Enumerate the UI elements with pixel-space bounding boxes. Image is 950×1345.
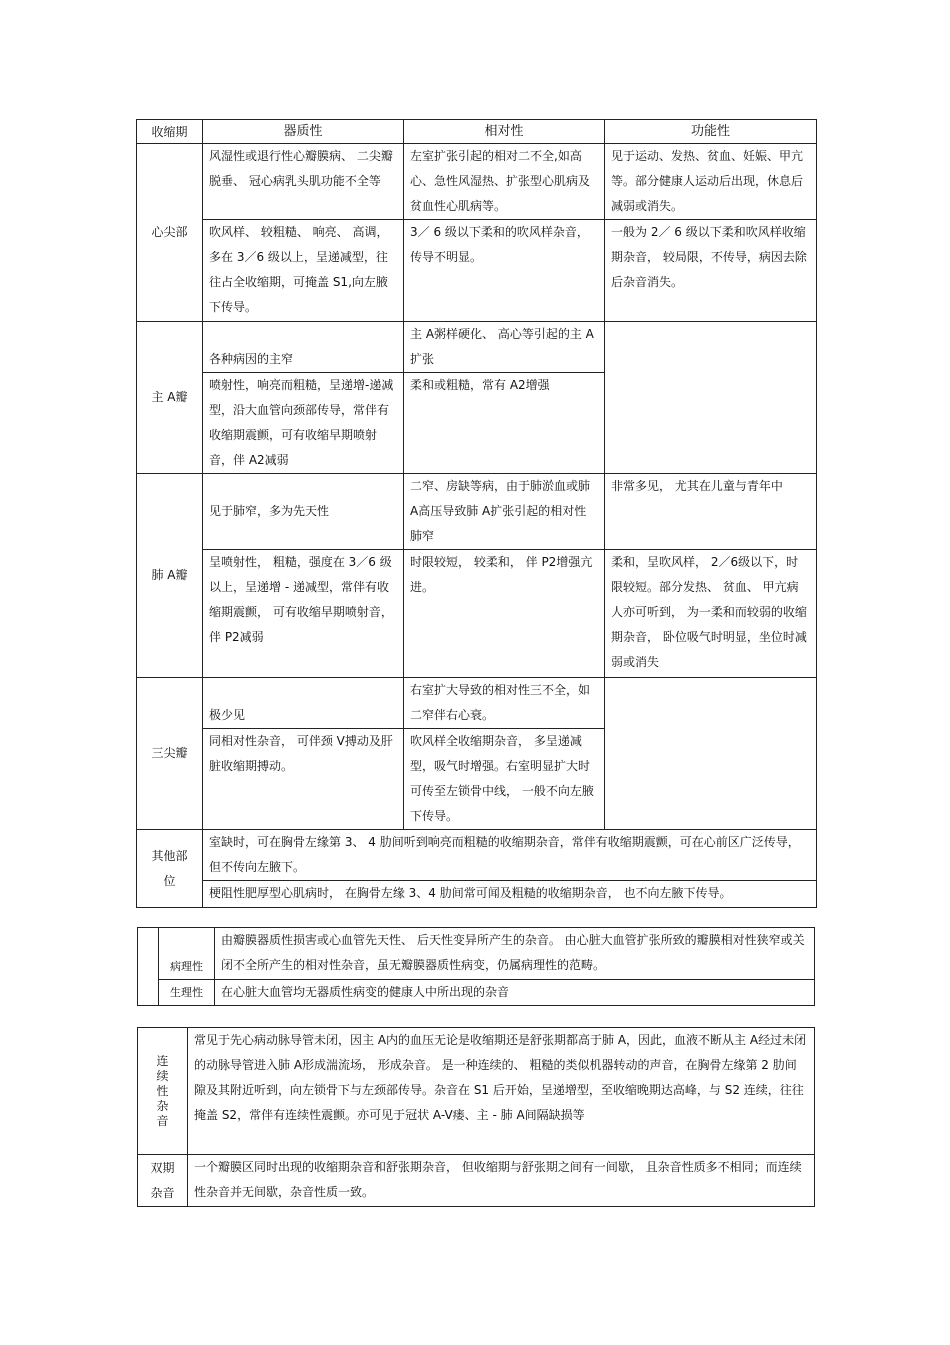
mitral-functional-cause: 见于运动、发热、贫血、妊娠、甲亢等。部分健康人运动后出现，休息后减弱或消失。 <box>605 144 817 220</box>
continuous-label-text: 连续性杂音 <box>156 1053 169 1128</box>
row-label-pulmonic: 肺 A瓣 <box>137 474 203 678</box>
pulmonic-organic-feature: 呈喷射性， 粗糙，强度在 3／6 级以上，呈递增 - 递减型，常伴有收缩期震颤， 可有收缩早期喷射音，伴 P2减弱 <box>203 550 404 678</box>
mitral-relative-cause: 左室扩张引起的相对二不全,如高心、急性风湿热、扩张型心肌病及贫血性心肌病等。 <box>404 144 605 220</box>
mitral-relative-feature: 3／ 6 级以下柔和的吹风样杂音，传导不明显。 <box>404 220 605 322</box>
row-label-continuous <box>138 1028 188 1155</box>
aortic-organic-cause: 各种病因的主窄 <box>203 322 404 373</box>
row-label-tricuspid: 三尖瓣 <box>137 678 203 830</box>
murmur-nature-table <box>137 927 815 1006</box>
mitral-organic-feature: 吹风样、 较粗糙、 响亮、 高调，多在 3／6 级以上，呈递减型，往往占全收缩期，可掩盖 S1,向左腋下传导。 <box>203 220 404 322</box>
tricuspid-relative-cause: 右室扩大导致的相对性三不全，如二窄伴右心衰。 <box>404 678 605 729</box>
pulmonic-functional-cause: 非常多见， 尤其在儿童与青年中 <box>605 474 817 550</box>
tricuspid-functional <box>605 678 817 830</box>
pulmonic-functional-feature: 柔和，呈吹风样， 2／6级以下，时限较短。部分发热、 贫血、 甲亢病人亦可听到， 为一柔和而较弱的收缩期杂音， 卧位吸气时明显，坐位时减弱或消失 <box>605 550 817 678</box>
header-functional: 功能性 <box>605 120 817 144</box>
row-label-double: 双期杂音 <box>138 1155 188 1207</box>
aortic-relative-cause: 主 A粥样硬化、 高心等引起的主 A扩张 <box>404 322 605 373</box>
systolic-murmur-table <box>136 119 817 908</box>
pathological-text: 由瓣膜器质性损害或心血管先天性、 后天性变异所产生的杂音。 由心脏大血管扩张所致的瓣膜相对性狭窄或关闭不全所产生的相对性杂音，虽无瓣膜器质性病变，仍属病理性的范畴。 <box>215 928 815 980</box>
pulmonic-organic-cause: 见于肺窄，多为先天性 <box>203 474 404 550</box>
row-label-mitral: 心尖部 <box>137 144 203 322</box>
row-label-physiological: 生理性 <box>159 980 215 1006</box>
header-systolic: 收缩期 <box>137 120 203 144</box>
row-label-other: 其他部位 <box>137 830 203 908</box>
tricuspid-organic-cause: 极少见 <box>203 678 404 729</box>
tricuspid-organic-feature: 同相对性杂音， 可伴颈 V搏动及肝脏收缩期搏动。 <box>203 729 404 830</box>
pulmonic-relative-feature: 时限较短， 较柔和， 伴 P2增强亢进。 <box>404 550 605 678</box>
other-hcm: 梗阻性肥厚型心肌病时， 在胸骨左缘 3、4 肋间常可闻及粗糙的收缩期杂音， 也不向左腋下传导。 <box>203 881 817 908</box>
aortic-relative-feature: 柔和或粗糙，常有 A2增强 <box>404 373 605 474</box>
double-text: 一个瓣膜区同时出现的收缩期杂音和舒张期杂音， 但收缩期与舒张期之间有一间歇， 且杂音性质多不相同；而连续性杂音并无间歇，杂音性质一致。 <box>188 1155 815 1207</box>
continuous-murmur-table <box>137 1027 815 1207</box>
continuous-text: 常见于先心病动脉导管未闭，因主 A内的血压无论是收缩期还是舒张期都高于肺 A，因此，血液不断从主 A经过未闭的动脉导管进入肺 A形成湍流场， 形成杂音。 是一种连续的、 粗糙的类似机器转动的声音，在胸骨左缘第 2 肋间隙及其附近听到，向左锁骨下与左颈部传导。杂音在 S1 后开始，呈递增型，至收缩晚期达高峰，与 S2 连续，往往掩盖 S2，常伴有连续性震颤。亦可见于冠状 A-V瘘、主 - 肺 A间隔缺损等 <box>188 1028 815 1155</box>
pulmonic-relative-cause: 二窄、房缺等病，由于肺淤血或肺 A高压导致肺 A扩张引起的相对性肺窄 <box>404 474 605 550</box>
mitral-organic-cause: 风湿性或退行性心瓣膜病、 二尖瓣脱垂、 冠心病乳头肌功能不全等 <box>203 144 404 220</box>
physiological-text: 在心脏大血管均无器质性病变的健康人中所出现的杂音 <box>215 980 815 1006</box>
aortic-organic-feature: 喷射性，响亮而粗糙，呈递增-递减型，沿大血管向颈部传导，常伴有收缩期震颤，可有收缩早期喷射音，伴 A2减弱 <box>203 373 404 474</box>
other-vsd: 室缺时，可在胸骨左缘第 3、 4 肋间听到响亮而粗糙的收缩期杂音，常伴有收缩期震颤，可在心前区广泛传导，但不传向左腋下。 <box>203 830 817 881</box>
row-label-pathological: 病理性 <box>159 928 215 980</box>
mitral-functional-feature: 一般为 2／ 6 级以下柔和吹风样收缩期杂音， 较局限，不传导，病因去除后杂音消失。 <box>605 220 817 322</box>
row-label-aortic: 主 A瓣 <box>137 322 203 474</box>
aortic-functional <box>605 322 817 474</box>
tricuspid-relative-feature: 吹风样全收缩期杂音， 多呈递减型，吸气时增强。右室明显扩大时可传至左锁骨中线， 一般不向左腋下传导。 <box>404 729 605 830</box>
header-organic: 器质性 <box>203 120 404 144</box>
header-relative: 相对性 <box>404 120 605 144</box>
blank-cell <box>138 928 159 1006</box>
